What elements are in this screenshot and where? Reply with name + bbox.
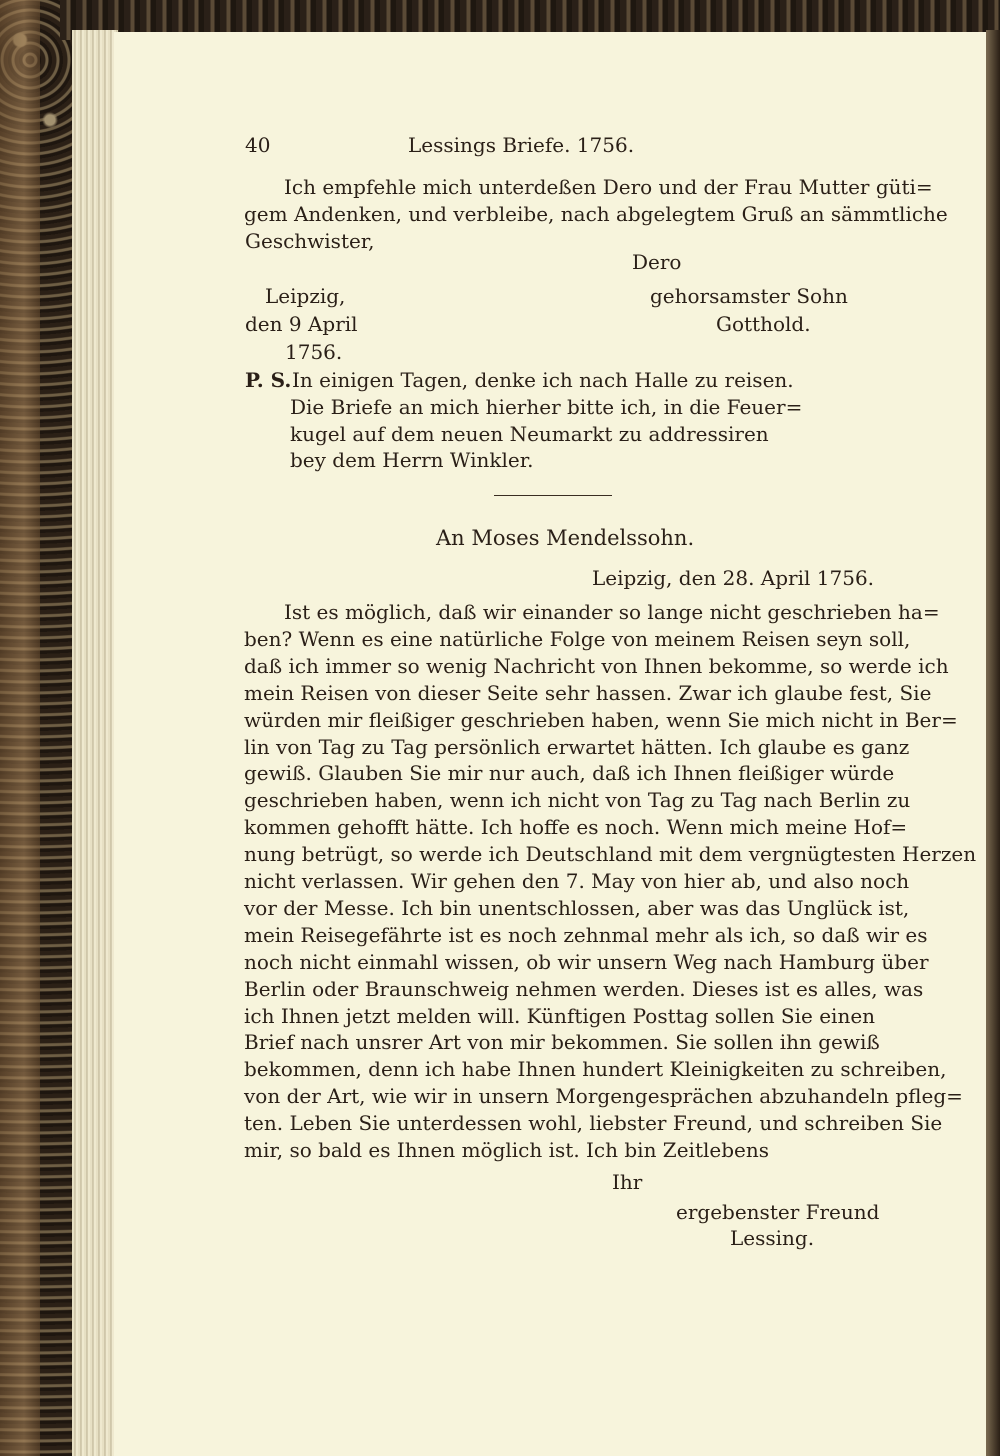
year: 1756. bbox=[285, 340, 343, 364]
ps-line: bey dem Herrn Winkler. bbox=[290, 448, 534, 472]
body-line: ich Ihnen jetzt melden will. Künftigen Posttag sollen Sie einen bbox=[244, 1003, 876, 1028]
section-divider bbox=[494, 495, 612, 496]
body-line: geschrieben haben, wenn ich nicht von Tag zu Tag nach Berlin zu bbox=[244, 788, 911, 813]
body-line: Ist es möglich, daß wir einander so lange nicht geschrieben ha= bbox=[284, 600, 940, 624]
signature: Lessing. bbox=[730, 1226, 815, 1250]
date-line: den 9 April bbox=[245, 312, 358, 336]
body-line: bekommen, denn ich habe Ihnen hundert Kleinigkeiten zu schreiben, bbox=[244, 1057, 947, 1082]
text-line: gem Andenken, und verbleibe, nach abgelegtem Gruß an sämmtliche bbox=[244, 202, 948, 226]
ps-line: Die Briefe an mich hierher bitte ich, in die Feuer= bbox=[290, 395, 803, 419]
body-line: daß ich immer so wenig Nachricht von Ihnen bekomme, so werde ich bbox=[244, 653, 949, 678]
closing-dero: Dero bbox=[632, 250, 682, 274]
body-line: lin von Tag zu Tag persönlich erwartet hätten. Ich glaube es ganz bbox=[244, 734, 910, 759]
leather-spine bbox=[0, 0, 40, 1456]
signature: Gotthold. bbox=[716, 312, 811, 336]
body-line: nicht verlassen. Wir gehen den 7. May von hier ab, und also noch bbox=[244, 869, 910, 893]
body-line: ten. Leben Sie unterdessen wohl, liebster Freund, und schreiben Sie bbox=[244, 1111, 943, 1136]
running-title: Lessings Briefe. 1756. bbox=[408, 133, 635, 157]
page-number: 40 bbox=[245, 133, 271, 157]
body-line: noch nicht einmahl wissen, ob wir unsern Weg nach Hamburg über bbox=[244, 949, 929, 974]
body-line: gewiß. Glauben Sie mir nur auch, daß ich Ihnen fleißiger würde bbox=[244, 761, 895, 786]
letter-title: An Moses Mendelssohn. bbox=[436, 526, 695, 550]
body-line: mein Reisegefährte ist es noch zehnmal mehr als ich, so daß wir es bbox=[244, 922, 928, 947]
closing-son: gehorsamster Sohn bbox=[650, 284, 848, 308]
ps-label: P. S. bbox=[245, 368, 292, 392]
body-line: vor der Messe. Ich bin unentschlossen, aber was das Unglück ist, bbox=[244, 895, 910, 920]
body-line: würden mir fleißiger geschrieben haben, wenn Sie mich nicht in Ber= bbox=[244, 707, 958, 732]
closing-ihr: Ihr bbox=[612, 1170, 643, 1194]
body-line: ben? Wenn es eine natürliche Folge von meinem Reisen seyn soll, bbox=[244, 626, 911, 651]
text-line: Geschwister, bbox=[245, 229, 375, 253]
right-binding-edge bbox=[986, 30, 1000, 1456]
ps-line: In einigen Tagen, denke ich nach Halle zu reisen. bbox=[292, 368, 794, 392]
text-line: Ich empfehle mich unterdeßen Dero und der Frau Mutter güti= bbox=[284, 175, 933, 199]
body-line: nung betrügt, so werde ich Deutschland mit dem vergnügtesten Herzen bbox=[244, 842, 977, 867]
place: Leipzig, bbox=[265, 284, 346, 308]
body-line: kommen gehofft hätte. Ich hoffe es noch. Wenn mich meine Hof= bbox=[244, 815, 908, 840]
body-line: mein Reisen von dieser Seite sehr hassen. Zwar ich glaube fest, Sie bbox=[244, 680, 932, 705]
body-line: von der Art, wie wir in unsern Morgengesprächen abzuhandeln pfleg= bbox=[244, 1084, 963, 1109]
letter-dateline: Leipzig, den 28. April 1756. bbox=[592, 566, 875, 590]
page-edges bbox=[72, 30, 118, 1456]
ps-line: kugel auf dem neuen Neumarkt zu addressiren bbox=[290, 422, 769, 446]
body-line: mir, so bald es Ihnen möglich ist. Ich bin Zeitlebens bbox=[244, 1138, 769, 1162]
closing-friend: ergebenster Freund bbox=[676, 1200, 880, 1224]
body-line: Berlin oder Braunschweig nehmen werden. Dieses ist es alles, was bbox=[244, 976, 924, 1001]
body-line: Brief nach unsrer Art von mir bekommen. Sie sollen ihn gewiß bbox=[244, 1030, 880, 1055]
